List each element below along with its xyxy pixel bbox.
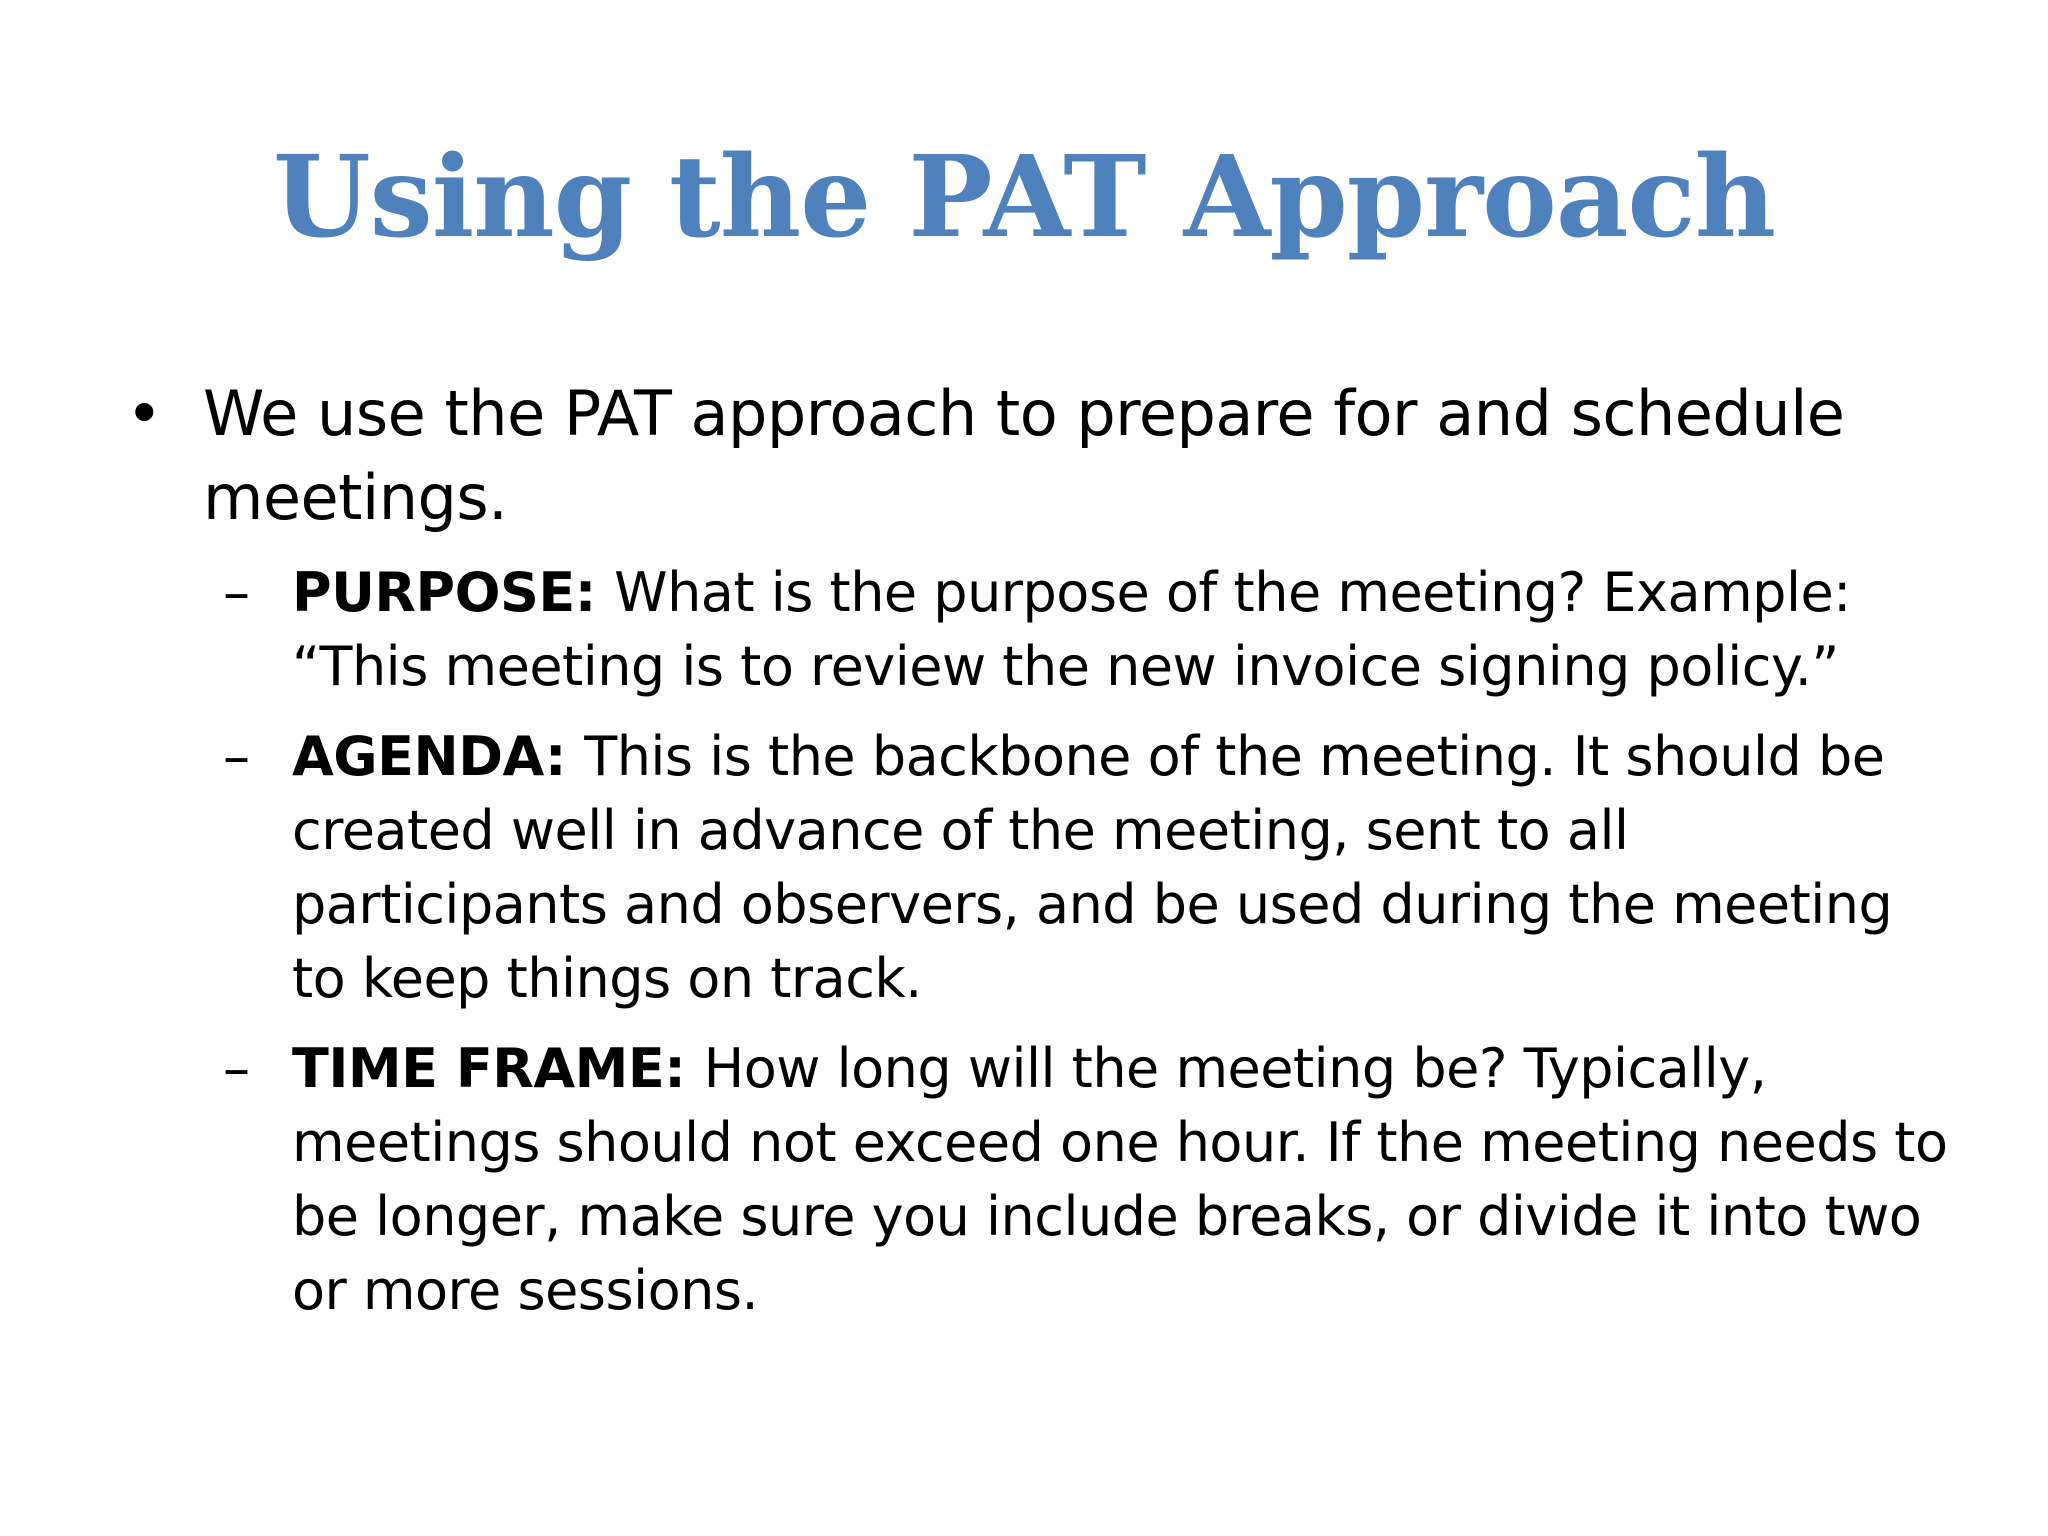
bullet-text: We use the PAT approach to prepare for and schedule meetings. <box>203 377 1845 534</box>
term-time-frame: TIME FRAME: <box>292 1037 704 1100</box>
definition-purpose: What is the purpose of the meeting? Example: “This meeting is to review the new invoice signing policy.” <box>292 561 1851 698</box>
bullet-icon: • <box>126 377 163 450</box>
sub-bullet-agenda <box>120 720 1960 1016</box>
sub-bullet-time-frame <box>120 1032 1960 1328</box>
term-purpose: PURPOSE: <box>292 561 615 624</box>
term-agenda: AGENDA: <box>292 725 585 788</box>
dash-icon: – <box>223 561 250 624</box>
slide-content <box>120 372 1960 1328</box>
sub-bullet-purpose <box>120 556 1960 704</box>
bullet-item-intro <box>120 372 1960 540</box>
dash-icon: – <box>223 1037 250 1100</box>
slide-title: Using the PAT Approach <box>272 132 1776 263</box>
dash-icon: – <box>223 725 250 788</box>
definition-time-frame: How long will the meeting be? Typically, meetings should not exceed one hour. If the meeting needs to be longer, make sure you include breaks, or divide it into two or more sessions. <box>292 1037 1948 1322</box>
definition-agenda: This is the backbone of the meeting. It should be created well in advance of the meeting, sent to all participants and observers, and be used during the meeting to keep things on track. <box>292 725 1893 1010</box>
